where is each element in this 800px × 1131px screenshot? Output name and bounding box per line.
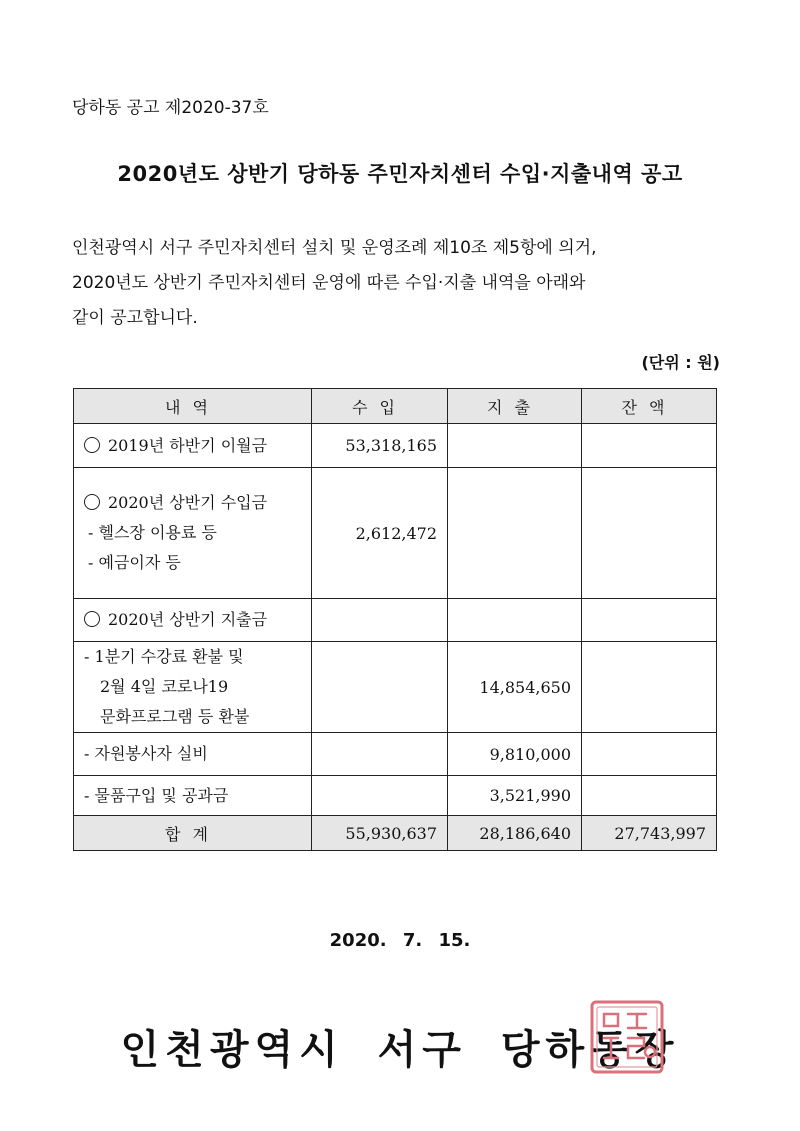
row-income — [312, 599, 448, 642]
row-item-text: 2020년 상반기 수입금 — [108, 493, 268, 512]
official-seal-icon — [588, 998, 666, 1076]
row-income: 2,612,472 — [312, 468, 448, 599]
header-income: 수입 — [312, 389, 448, 424]
total-income: 55,930,637 — [312, 816, 448, 851]
header-balance: 잔액 — [582, 389, 717, 424]
row-expense: 3,521,990 — [448, 776, 582, 816]
row-income — [312, 642, 448, 733]
circle-bullet-icon — [84, 437, 100, 453]
body-line-1: 인천광역시 서구 주민자치센터 설치 및 운영조례 제10조 제5항에 의거, — [72, 238, 597, 258]
notice-number: 당하동 공고 제2020-37호 — [72, 98, 269, 118]
row-expense: 9,810,000 — [448, 733, 582, 776]
document-title: 2020년도 상반기 당하동 주민자치센터 수입·지출내역 공고 — [117, 162, 683, 186]
table-row — [74, 424, 717, 468]
row-item-subline: 2월 4일 코로나19 — [100, 677, 229, 696]
body-line-2: 2020년도 상반기 주민자치센터 운영에 따른 수입·지출 내역을 아래와 — [72, 273, 586, 293]
row-balance — [582, 599, 717, 642]
issuer-name: 인천광역시 서구 당하동장 — [120, 1027, 680, 1073]
row-item — [74, 776, 312, 816]
table-header-row — [74, 389, 717, 424]
total-row — [74, 816, 717, 851]
row-item-text: - 자원봉사자 실비 — [84, 744, 208, 763]
body-line-3: 같이 공고합니다. — [72, 308, 198, 328]
total-label: 합계 — [74, 816, 312, 851]
header-item: 내역 — [74, 389, 312, 424]
row-expense — [448, 424, 582, 468]
body-paragraph — [72, 231, 732, 336]
income-expense-table — [73, 388, 717, 851]
row-expense — [448, 599, 582, 642]
row-item-subline: 문화프로그램 등 환불 — [100, 707, 250, 726]
header-expense: 지출 — [448, 389, 582, 424]
row-item — [74, 424, 312, 468]
table-row — [74, 776, 717, 816]
row-balance — [582, 468, 717, 599]
row-item — [74, 642, 312, 733]
row-balance — [582, 733, 717, 776]
row-item — [74, 599, 312, 642]
row-income: 53,318,165 — [312, 424, 448, 468]
table-row — [74, 599, 717, 642]
row-item-subline: - 헬스장 이용료 등 — [88, 523, 217, 542]
row-item — [74, 733, 312, 776]
row-income — [312, 776, 448, 816]
row-item-text: - 물품구입 및 공과금 — [84, 785, 229, 805]
row-item-subline: - 예금이자 등 — [88, 553, 181, 572]
row-balance — [582, 776, 717, 816]
row-item — [74, 468, 312, 599]
row-expense — [448, 468, 582, 599]
total-balance: 27,743,997 — [582, 816, 717, 851]
total-expense: 28,186,640 — [448, 816, 582, 851]
circle-bullet-icon — [84, 494, 100, 510]
issue-date: 2020. 7. 15. — [329, 930, 471, 951]
table-row — [74, 642, 717, 733]
unit-label: (단위 : 원) — [641, 353, 720, 372]
row-income — [312, 733, 448, 776]
table-row — [74, 468, 717, 599]
circle-bullet-icon — [84, 611, 100, 627]
row-item-text: - 1분기 수강료 환불 및 — [84, 647, 244, 666]
row-item-text: 2019년 하반기 이월금 — [108, 435, 268, 455]
table-row — [74, 733, 717, 776]
row-balance — [582, 424, 717, 468]
row-expense: 14,854,650 — [448, 642, 582, 733]
row-balance — [582, 642, 717, 733]
row-item-text: 2020년 상반기 지출금 — [108, 610, 268, 629]
